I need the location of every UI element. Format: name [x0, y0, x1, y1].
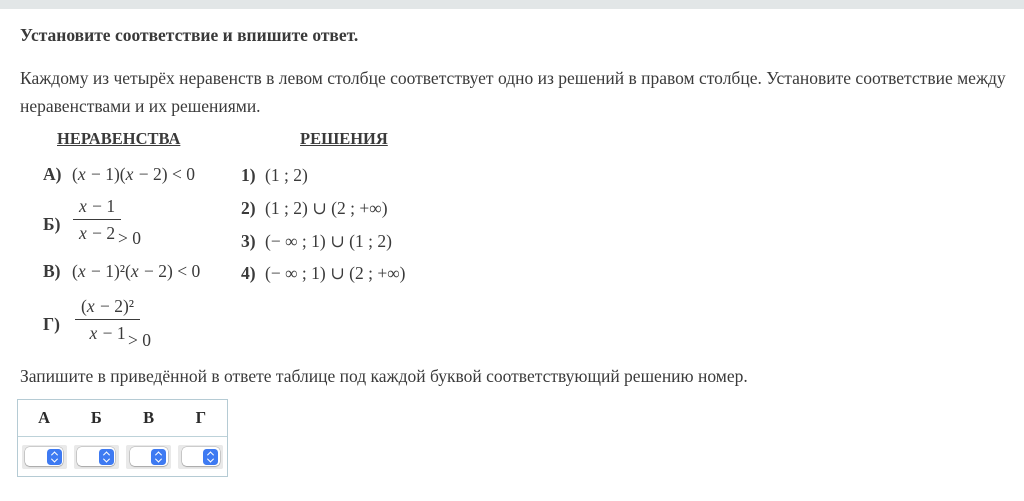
inequality-after-g: > 0: [128, 330, 151, 350]
solution-number-2: 2): [241, 198, 256, 218]
answer-select-a[interactable]: [22, 445, 67, 469]
inequality-label-g: Г): [43, 314, 60, 334]
inequality-formula-a: (x − 1)(x − 2) < 0: [72, 164, 195, 184]
solution-text-1: (1 ; 2): [265, 165, 308, 185]
answer-column-b: Б: [90, 408, 102, 427]
solution-text-4: (− ∞ ; 1) ∪ (2 ; +∞): [265, 263, 406, 283]
answer-select-v[interactable]: [126, 445, 171, 469]
answer-column-g: Г: [195, 408, 207, 427]
answer-column-a: А: [38, 408, 51, 427]
solution-number-3: 3): [241, 231, 256, 251]
fraction-denominator: x − 1: [89, 323, 126, 343]
stepper-up-down-icon: [203, 449, 218, 465]
solution-number-4: 4): [241, 263, 256, 283]
inequality-after-b: > 0: [118, 228, 141, 248]
answer-table: [17, 399, 228, 477]
answer-table-select-row: [18, 437, 227, 476]
page-title: Установите соответствие и впишите ответ.: [20, 25, 359, 45]
inequality-label-b: Б): [43, 214, 61, 234]
top-bar: [0, 0, 1024, 9]
instruction-text: Каждому из четырёх неравенств в левом столбце соответствует одно из решений в правом столбце. Установите соответствие между неравенствами и их решениями.: [20, 68, 1006, 116]
fraction-numerator: x − 1: [73, 196, 121, 220]
answer-note: Запишите в приведённой в ответе таблице под каждой буквой соответствующий решению номер.: [20, 366, 748, 386]
answer-select-b[interactable]: [74, 445, 119, 469]
answer-select-g[interactable]: [178, 445, 223, 469]
solution-text-2: (1 ; 2) ∪ (2 ; +∞): [265, 198, 388, 218]
fraction-numerator: (x − 2)²: [75, 296, 140, 320]
solutions-header: РЕШЕНИЯ: [300, 129, 388, 148]
inequalities-header: НЕРАВЕНСТВА: [57, 129, 181, 148]
inequality-fraction-b: [73, 196, 121, 243]
stepper-up-down-icon: [151, 449, 166, 465]
solution-text-3: (− ∞ ; 1) ∪ (1 ; 2): [265, 231, 392, 251]
answer-column-v: В: [143, 408, 155, 427]
solution-number-1: 1): [241, 165, 256, 185]
inequality-formula-v: (x − 1)²(x − 2) < 0: [72, 261, 201, 281]
stepper-up-down-icon: [99, 449, 114, 465]
inequality-label-v: В): [43, 261, 61, 281]
inequality-label-a: А): [43, 164, 62, 184]
stepper-up-down-icon: [47, 449, 62, 465]
fraction-denominator: x − 2: [79, 223, 116, 243]
answer-table-header-row: [18, 400, 227, 437]
